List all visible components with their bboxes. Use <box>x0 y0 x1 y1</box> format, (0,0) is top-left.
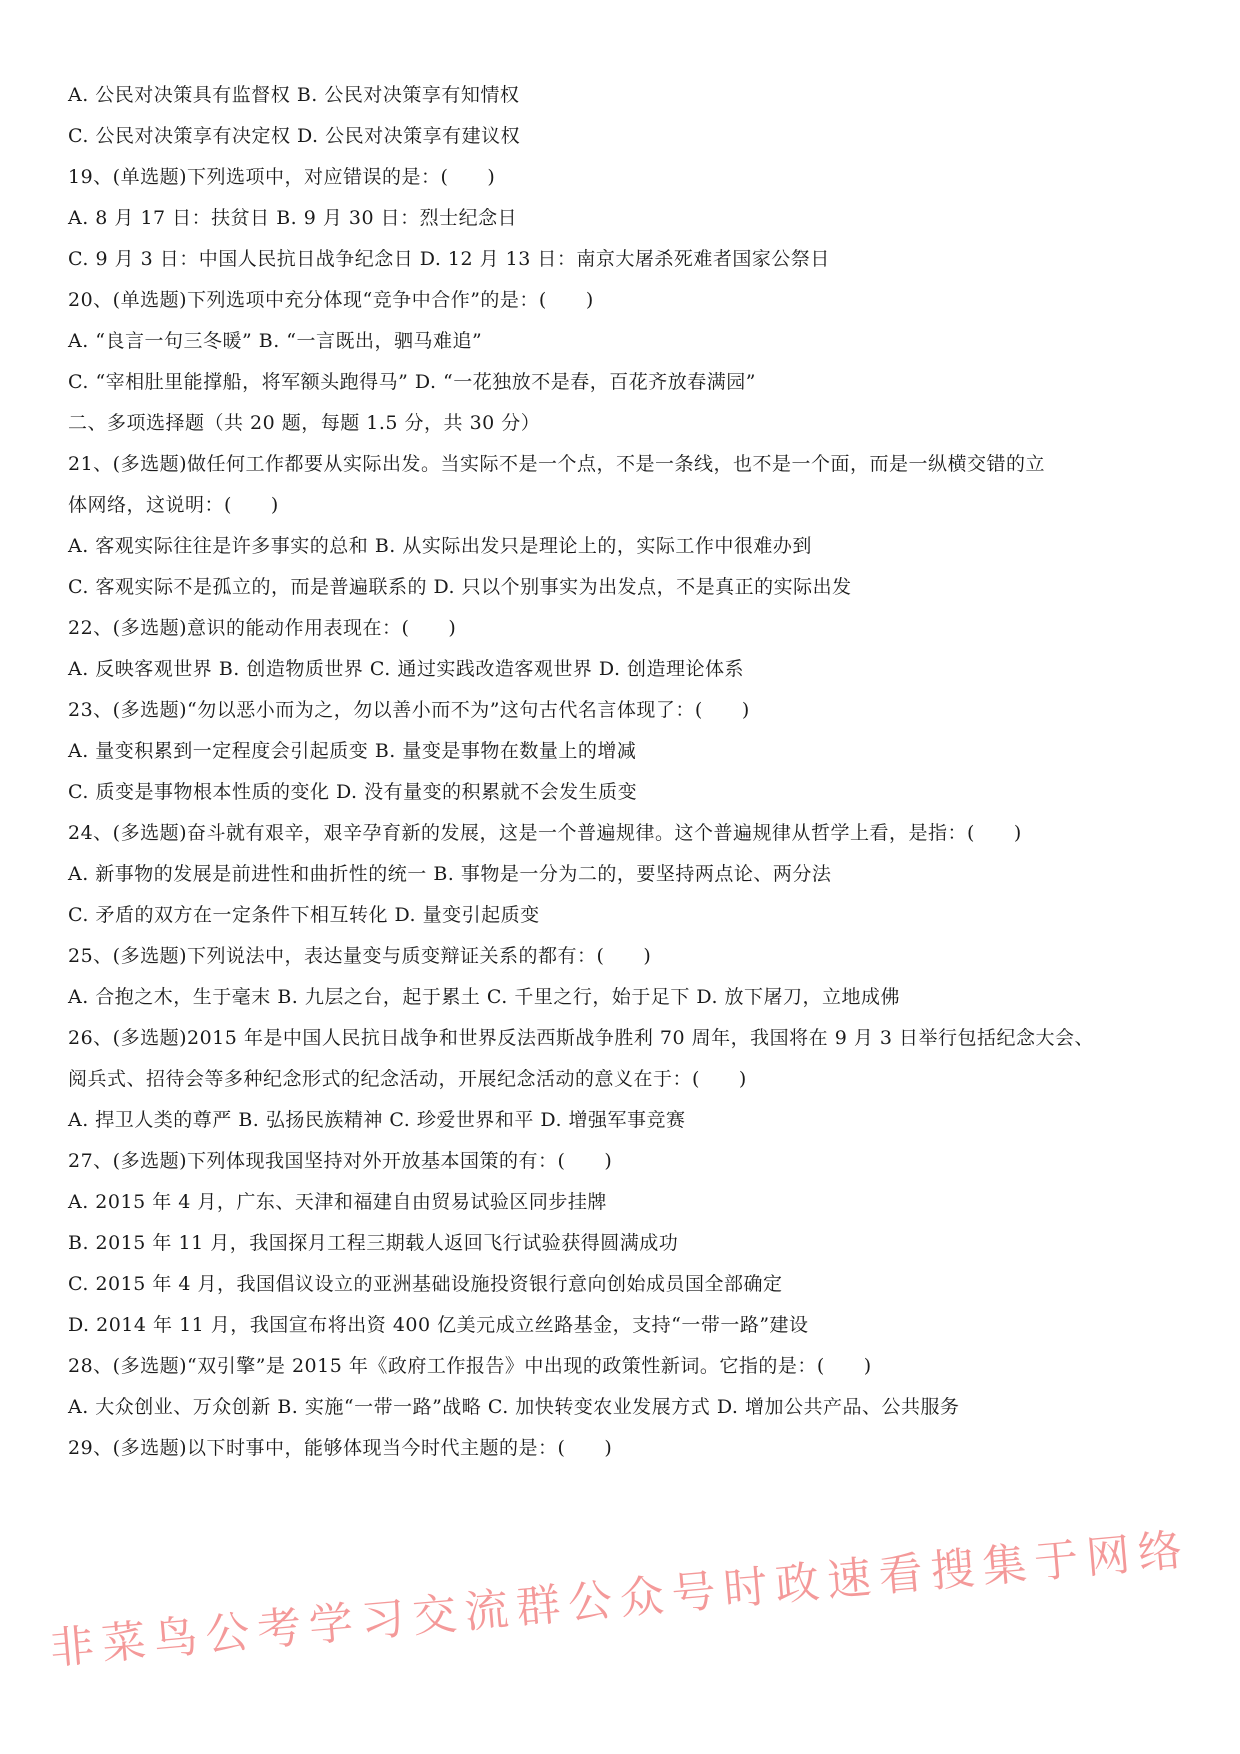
text-line: C. 9 月 3 日：中国人民抗日战争纪念日 D. 12 月 13 日：南京大屠杀死难者国家公祭日 <box>68 248 830 270</box>
text-line: C. 质变是事物根本性质的变化 D. 没有量变的积累就不会发生质变 <box>68 781 638 803</box>
text-line: A. 客观实际往往是许多事实的总和 B. 从实际出发只是理论上的，实际工作中很难办到 <box>68 535 812 557</box>
text-line: C. “宰相肚里能撑船，将军额头跑得马” D. “一花独放不是春，百花齐放春满园” <box>68 371 756 393</box>
text-line: C. 矛盾的双方在一定条件下相互转化 D. 量变引起质变 <box>68 904 540 926</box>
text-line: C. 公民对决策享有决定权 D. 公民对决策享有建议权 <box>68 125 521 147</box>
text-line: C. 客观实际不是孤立的，而是普遍联系的 D. 只以个别事实为出发点，不是真正的实际出发 <box>68 576 852 598</box>
text-line: 27、(多选题)下列体现我国坚持对外开放基本国策的有：( ) <box>68 1150 613 1172</box>
text-line: 25、(多选题)下列说法中，表达量变与质变辩证关系的都有：( ) <box>68 945 652 967</box>
text-line: A. 新事物的发展是前进性和曲折性的统一 B. 事物是一分为二的，要坚持两点论、两分法 <box>68 863 832 885</box>
text-line: C. 2015 年 4 月，我国倡议设立的亚洲基础设施投资银行意向创始成员国全部确定 <box>68 1273 783 1295</box>
text-line: 21、(多选题)做任何工作都要从实际出发。当实际不是一个点，不是一条线，也不是一个面，而是一纵横交错的立 <box>68 453 1046 475</box>
text-line: 23、(多选题)“勿以恶小而为之，勿以善小而不为”这句古代名言体现了：( ) <box>68 699 750 721</box>
text-line: B. 2015 年 11 月，我国探月工程三期载人返回飞行试验获得圆满成功 <box>68 1232 679 1254</box>
text-line: A. 公民对决策具有监督权 B. 公民对决策享有知情权 <box>68 84 520 106</box>
text-line: A. 大众创业、万众创新 B. 实施“一带一路”战略 C. 加快转变农业发展方式 D. 增加公共产品、公共服务 <box>68 1396 960 1418</box>
text-line: 体网络，这说明：( ) <box>68 494 279 516</box>
text-line: 28、(多选题)“双引擎”是 2015 年《政府工作报告》中出现的政策性新词。它指的是：( ) <box>68 1355 872 1377</box>
text-line: 22、(多选题)意识的能动作用表现在：( ) <box>68 617 457 639</box>
text-line: A. 合抱之木，生于毫末 B. 九层之台，起于累土 C. 千里之行，始于足下 D. 放下屠刀，立地成佛 <box>68 986 901 1008</box>
text-line: 19、(单选题)下列选项中，对应错误的是：( ) <box>68 166 496 188</box>
text-line: A. 反映客观世界 B. 创造物质世界 C. 通过实践改造客观世界 D. 创造理论体系 <box>68 658 745 680</box>
document-body <box>68 80 1208 1474</box>
text-line: D. 2014 年 11 月，我国宣布将出资 400 亿美元成立丝路基金，支持“一带一路”建设 <box>68 1314 809 1336</box>
text-line: 阅兵式、招待会等多种纪念形式的纪念活动，开展纪念活动的意义在于：( ) <box>68 1068 747 1090</box>
text-line: 29、(多选题)以下时事中，能够体现当今时代主题的是：( ) <box>68 1437 613 1459</box>
text-line: 24、(多选题)奋斗就有艰辛，艰辛孕育新的发展，这是一个普遍规律。这个普遍规律从哲学上看，是指：( ) <box>68 822 1022 844</box>
text-line: 20、(单选题)下列选项中充分体现“竞争中合作”的是：( ) <box>68 289 594 311</box>
text-line: A. 捍卫人类的尊严 B. 弘扬民族精神 C. 珍爱世界和平 D. 增强军事竞赛 <box>68 1109 686 1131</box>
text-line: 26、(多选题)2015 年是中国人民抗日战争和世界反法西斯战争胜利 70 周年，我国将在 9 月 3 日举行包括纪念大会、 <box>68 1027 1094 1049</box>
watermark: 非菜鸟公考学习交流群公众号时政速看搜集于网络 <box>47 1524 1193 1675</box>
text-line: A. “良言一句三冬暖” B. “一言既出，驷马难追” <box>68 330 483 352</box>
text-line: A. 量变积累到一定程度会引起质变 B. 量变是事物在数量上的增减 <box>68 740 637 762</box>
text-line: A. 2015 年 4 月，广东、天津和福建自由贸易试验区同步挂牌 <box>68 1191 607 1213</box>
text-line: 二、多项选择题（共 20 题，每题 1.5 分，共 30 分） <box>68 412 541 434</box>
text-line: A. 8 月 17 日：扶贫日 B. 9 月 30 日：烈士纪念日 <box>68 207 518 229</box>
